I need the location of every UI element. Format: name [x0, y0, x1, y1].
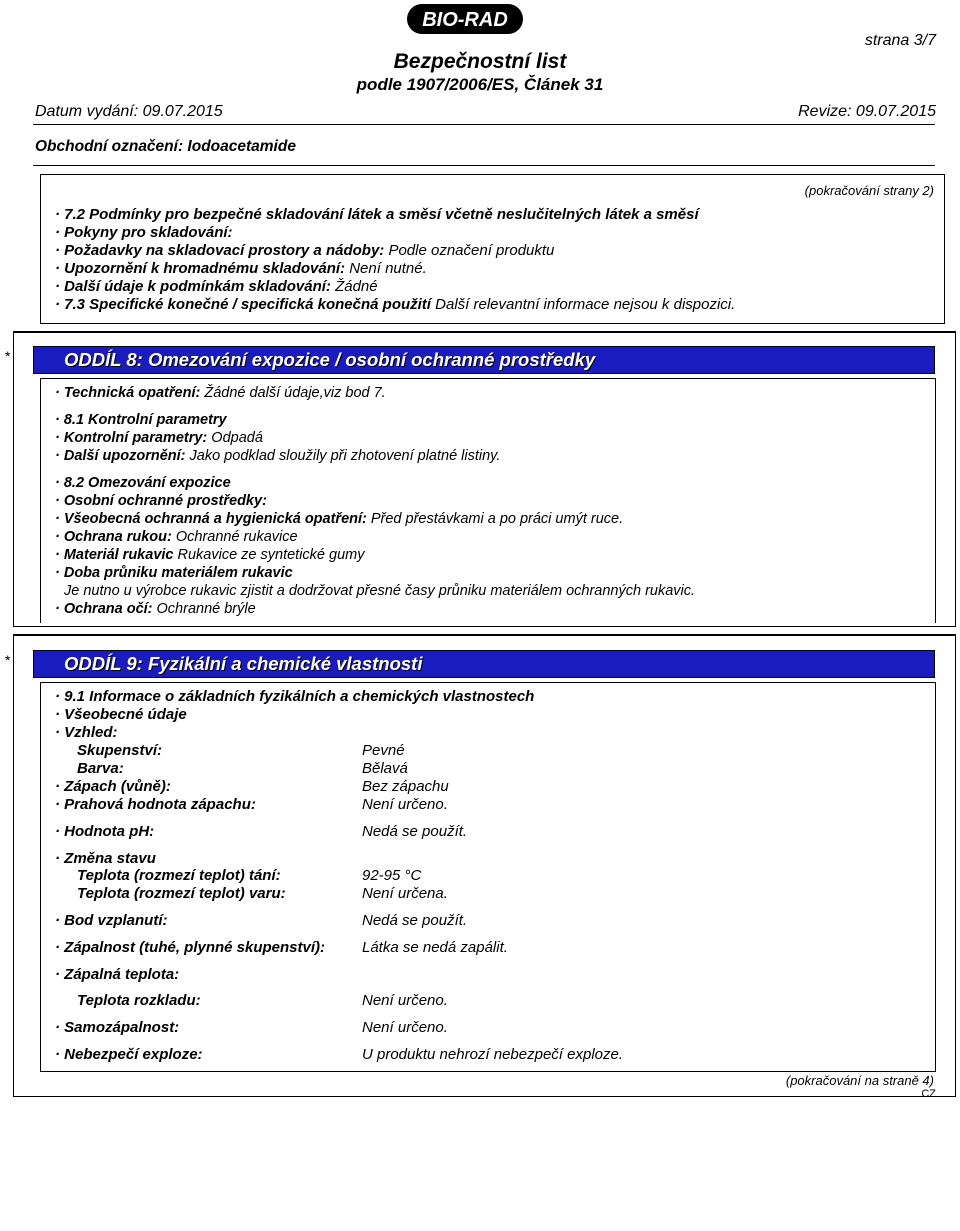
property-label: · Zápalnost (tuhé, plynné skupenství): — [55, 939, 326, 956]
property-label: Teplota (rozmezí teplot) tání: — [77, 867, 281, 884]
section-8-title: ODDÍL 8: Omezování expozice / osobní ochranné prostředky — [64, 349, 596, 370]
revision-date: Revize: 09.07.2015 — [798, 103, 936, 120]
property-value: Látka se nedá zapálit. — [362, 939, 508, 956]
personal-protection: · Osobní ochranné prostředky: — [55, 493, 267, 509]
hand-protection: · Ochrana rukou: Ochranné rukavice — [55, 529, 298, 545]
header-divider-bottom — [33, 165, 935, 166]
property-label: · Změna stavu — [55, 850, 156, 867]
property-label: · Bod vzplanutí: — [55, 912, 168, 929]
property-label: Skupenství: — [77, 742, 163, 759]
general-info: · Všeobecné údaje — [55, 706, 187, 723]
subsection-7-3: · 7.3 Specifické konečné / specifická konečná použití Další relevantní informace nejsou k dispozici. — [55, 296, 736, 313]
control-parameters: · Kontrolní parametry: Odpadá — [55, 430, 263, 446]
trade-name: Obchodní označení: Iodoacetamide — [35, 138, 296, 155]
property-value: 92-95 °C — [362, 867, 422, 884]
property-label: · Nebezpečí exploze: — [55, 1046, 203, 1063]
continued-on: (pokračování na straně 4) — [785, 1073, 934, 1088]
property-label: Teplota (rozmezí teplot) varu: — [77, 885, 286, 902]
section-9-header — [33, 650, 935, 678]
property-value: Není určeno. — [362, 1019, 448, 1036]
property-value: Není určeno. — [362, 796, 448, 813]
language-code: CZ — [921, 1088, 936, 1100]
page-number: strana 3/7 — [864, 32, 936, 49]
appearance: · Vzhled: — [55, 724, 118, 741]
property-label: · Zápach (vůně): — [55, 778, 171, 795]
property-label: · Samozápalnost: — [55, 1019, 180, 1036]
storage-instructions: · Pokyny pro skladování: — [55, 224, 233, 241]
glove-penetration-note: Je nutno u výrobce rukavic zjistit a dodržovat přesné časy průniku materiálem ochranných rukavic. — [64, 583, 696, 599]
property-label: · Prahová hodnota zápachu: — [55, 796, 256, 813]
subsection-7-2: · 7.2 Podmínky pro bezpečné skladování látek a směsí včetně neslučitelných látek a směsí — [55, 206, 699, 223]
header-divider — [33, 124, 935, 125]
technical-measures: · Technická opatření: Žádné další údaje,viz bod 7. — [55, 385, 386, 401]
bio-rad-logo — [406, 3, 524, 35]
further-notes: · Další upozornění: Jako podklad sloužily při zhotovení platné listiny. — [55, 448, 501, 464]
property-value: Není určena. — [362, 885, 448, 902]
property-value: Nedá se použít. — [362, 912, 468, 929]
eye-protection: · Ochrana očí: Ochranné brýle — [55, 601, 256, 617]
logo-text: BIO-RAD — [422, 9, 508, 31]
section-8-header — [33, 346, 935, 374]
property-value: Pevné — [362, 742, 405, 759]
storage-requirements: · Požadavky na skladovací prostory a nádoby: Podle označení produktu — [55, 242, 555, 259]
subsection-8-2: · 8.2 Omezování expozice — [55, 475, 231, 491]
property-label: Barva: — [77, 760, 124, 777]
property-label: · Hodnota pH: — [55, 823, 155, 840]
property-value: Nedá se použít. — [362, 823, 468, 840]
issue-date: Datum vydání: 09.07.2015 — [35, 103, 223, 120]
document-title: Bezpečnostní list — [393, 50, 567, 73]
property-value: Není určeno. — [362, 992, 448, 1009]
glove-penetration-time: · Doba průniku materiálem rukavic — [55, 565, 293, 581]
document-subtitle: podle 1907/2006/ES, Článek 31 — [356, 75, 604, 94]
property-value: Bez zápachu — [362, 778, 449, 795]
glove-material: · Materiál rukavic Rukavice ze syntetické gumy — [55, 547, 365, 563]
property-value: U produktu nehrozí nebezpečí exploze. — [362, 1046, 623, 1063]
subsection-8-1: · 8.1 Kontrolní parametry — [55, 412, 227, 428]
property-label: · Zápalná teplota: — [55, 966, 180, 983]
change-marker: * — [5, 348, 11, 364]
hygiene-measures: · Všeobecná ochranná a hygienická opatření: Před přestávkami a po práci umýt ruce. — [55, 511, 624, 527]
property-label: Teplota rozkladu: — [77, 992, 201, 1009]
section-9-title: ODDÍL 9: Fyzikální a chemické vlastnosti — [64, 653, 423, 674]
subsection-9-1: · 9.1 Informace o základních fyzikálních a chemických vlastnostech — [55, 688, 535, 705]
change-marker: * — [5, 652, 11, 668]
storage-further-info: · Další údaje k podmínkám skladování: Žádné — [55, 278, 378, 295]
bulk-storage-note: · Upozornění k hromadnému skladování: Není nutné. — [55, 260, 427, 277]
property-value: Bělavá — [362, 760, 408, 777]
continued-from: (pokračování strany 2) — [804, 183, 934, 198]
